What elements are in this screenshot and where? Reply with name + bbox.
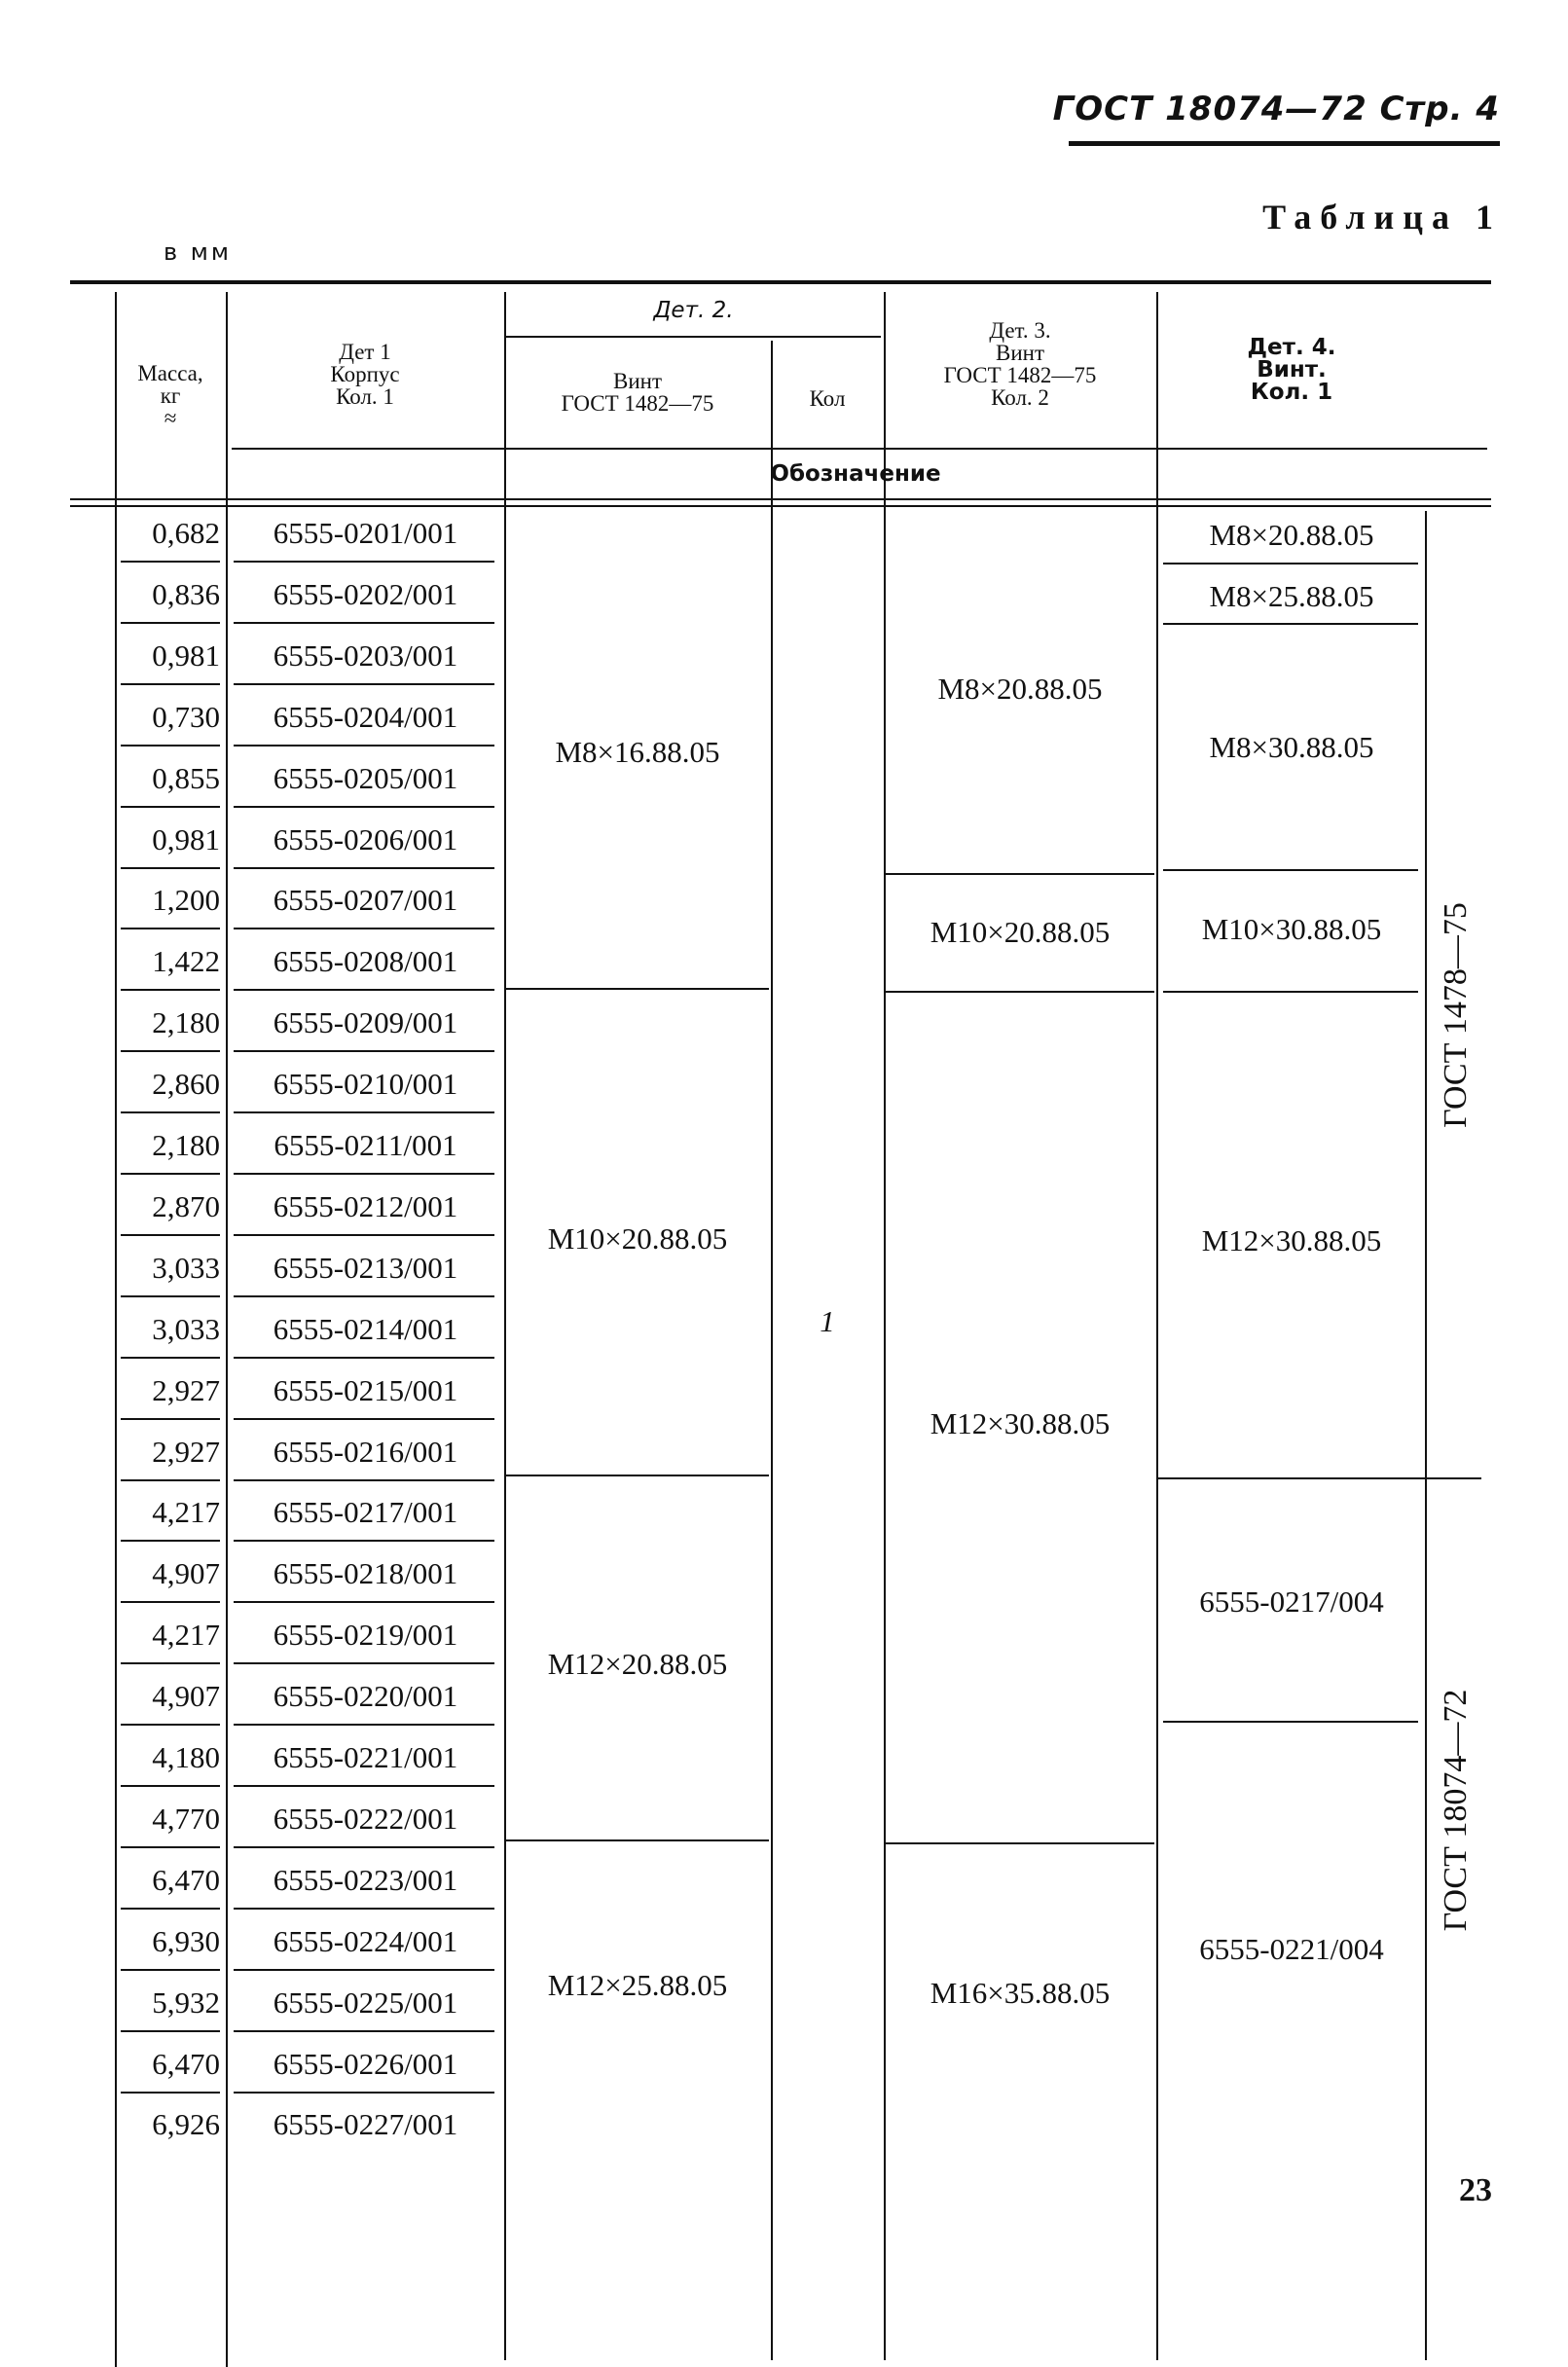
designation-cell: 6555-0202/001 bbox=[273, 577, 458, 611]
header-mass-line1: Масса, bbox=[137, 361, 203, 385]
det4-group-rule bbox=[1163, 1721, 1418, 1723]
det3-screw-value: M10×20.88.05 bbox=[930, 915, 1111, 949]
mass-row-rule bbox=[121, 1111, 220, 1113]
det4-value: 6555-0221/004 bbox=[1199, 1932, 1384, 1966]
designation-cell: 6555-0220/001 bbox=[273, 1679, 458, 1713]
code-row-rule bbox=[234, 1540, 494, 1542]
mass-row-rule bbox=[121, 1785, 220, 1787]
mass-row-rule bbox=[121, 1601, 220, 1603]
header-det4-line1: Дет. 4. bbox=[1247, 335, 1336, 360]
header-det2-qty: Кол bbox=[809, 386, 846, 411]
det2-screw-value: M12×25.88.05 bbox=[547, 1968, 728, 2002]
designation-cell: 6555-0201/001 bbox=[273, 516, 458, 550]
code-row-rule bbox=[234, 1479, 494, 1481]
code-row-rule bbox=[234, 2030, 494, 2032]
designation-cell: 6555-0215/001 bbox=[273, 1373, 458, 1407]
designation-cell: 6555-0216/001 bbox=[273, 1435, 458, 1469]
header-det2-screw-line2: ГОСТ 1482—75 bbox=[561, 391, 714, 416]
code-row-rule bbox=[234, 1969, 494, 1971]
table-top-rule bbox=[70, 280, 1491, 284]
mass-row-rule bbox=[121, 928, 220, 929]
det4-group-rule bbox=[1158, 1477, 1481, 1479]
mass-cell: 0,682 bbox=[152, 516, 220, 550]
header-designation: Обозначение bbox=[770, 461, 941, 487]
mass-cell: 6,926 bbox=[152, 2107, 220, 2141]
mass-cell: 6,470 bbox=[152, 1863, 220, 1897]
det2-group-rule bbox=[506, 1475, 769, 1476]
designation-cell: 6555-0225/001 bbox=[273, 1985, 458, 2020]
mass-row-rule bbox=[121, 745, 220, 747]
units-label: в мм bbox=[164, 238, 232, 266]
mass-cell: 2,180 bbox=[152, 1005, 220, 1039]
header-det3-line2: Винт bbox=[995, 341, 1044, 365]
mass-row-rule bbox=[121, 1969, 220, 1971]
designation-cell: 6555-0222/001 bbox=[273, 1802, 458, 1836]
det3-screw-value: M16×35.88.05 bbox=[930, 1976, 1111, 2010]
mass-row-rule bbox=[121, 1540, 220, 1542]
code-row-rule bbox=[234, 928, 494, 929]
header-det1-line1: Дет 1 bbox=[339, 340, 391, 364]
det4-group-rule bbox=[1163, 623, 1418, 625]
designation-cell: 6555-0207/001 bbox=[273, 883, 458, 917]
designation-top-rule bbox=[232, 448, 1487, 450]
mass-row-rule bbox=[121, 1662, 220, 1664]
code-row-rule bbox=[234, 806, 494, 808]
code-row-rule bbox=[234, 1050, 494, 1052]
designation-cell: 6555-0212/001 bbox=[273, 1189, 458, 1223]
mass-cell: 3,033 bbox=[152, 1251, 220, 1285]
mass-cell: 0,981 bbox=[152, 822, 220, 856]
header-det4-line2: Винт. bbox=[1257, 357, 1327, 382]
mass-row-rule bbox=[121, 1173, 220, 1175]
det2-screw-value: M12×20.88.05 bbox=[547, 1647, 728, 1681]
mass-cell: 4,217 bbox=[152, 1618, 220, 1652]
designation-cell: 6555-0205/001 bbox=[273, 761, 458, 795]
designation-cell: 6555-0203/001 bbox=[273, 638, 458, 673]
page-number: 23 bbox=[1459, 2172, 1492, 2208]
header-det2-title: Дет. 2. bbox=[653, 298, 734, 323]
header-det1-line3: Кол. 1 bbox=[336, 384, 394, 409]
mass-cell: 4,217 bbox=[152, 1495, 220, 1529]
header-mass-line3: ≈ bbox=[164, 406, 177, 430]
designation-cell: 6555-0223/001 bbox=[273, 1863, 458, 1897]
designation-cell: 6555-0219/001 bbox=[273, 1618, 458, 1652]
header-det2-screw-line1: Винт bbox=[612, 369, 662, 393]
page-header bbox=[1053, 90, 1500, 128]
det3-group-rule bbox=[886, 873, 1154, 875]
header-page: Стр. 4 bbox=[1379, 90, 1500, 128]
mass-row-rule bbox=[121, 2030, 220, 2032]
mass-cell: 6,930 bbox=[152, 1924, 220, 1958]
mass-row-rule bbox=[121, 1846, 220, 1848]
mass-row-rule bbox=[121, 622, 220, 624]
det2-screw-value: M8×16.88.05 bbox=[555, 735, 720, 769]
det4-group-rule bbox=[1163, 563, 1418, 564]
header-det3-line4: Кол. 2 bbox=[991, 385, 1049, 410]
col-divider-det2-qty bbox=[771, 341, 773, 2360]
side-label-gost-1478: ГОСТ 1478—75 bbox=[1438, 902, 1474, 1128]
code-row-rule bbox=[234, 1785, 494, 1787]
mass-cell: 2,870 bbox=[152, 1189, 220, 1223]
header-mass bbox=[117, 362, 224, 429]
mass-cell: 4,770 bbox=[152, 1802, 220, 1836]
code-row-rule bbox=[234, 1295, 494, 1297]
det3-group-rule bbox=[886, 991, 1154, 993]
designation-cell: 6555-0224/001 bbox=[273, 1924, 458, 1958]
designation-cell: 6555-0226/001 bbox=[273, 2047, 458, 2081]
det2-header-rule bbox=[506, 336, 881, 338]
designation-cell: 6555-0208/001 bbox=[273, 944, 458, 978]
mass-cell: 3,033 bbox=[152, 1312, 220, 1346]
code-row-rule bbox=[234, 989, 494, 991]
mass-cell: 0,855 bbox=[152, 761, 220, 795]
body-top-rule-2 bbox=[70, 505, 1491, 507]
designation-cell: 6555-0209/001 bbox=[273, 1005, 458, 1039]
det2-qty-value: 1 bbox=[820, 1304, 835, 1338]
code-row-rule bbox=[234, 1662, 494, 1664]
header-det4 bbox=[1158, 337, 1425, 404]
designation-cell: 6555-0204/001 bbox=[273, 700, 458, 734]
mass-row-rule bbox=[121, 867, 220, 869]
mass-cell: 1,200 bbox=[152, 883, 220, 917]
designation-cell: 6555-0213/001 bbox=[273, 1251, 458, 1285]
mass-cell: 4,180 bbox=[152, 1740, 220, 1774]
header-det3-line3: ГОСТ 1482—75 bbox=[943, 363, 1097, 387]
header-det1 bbox=[228, 341, 502, 408]
det3-screw-value: M8×20.88.05 bbox=[937, 672, 1103, 706]
mass-cell: 4,907 bbox=[152, 1679, 220, 1713]
header-det4-line3: Кол. 1 bbox=[1250, 380, 1333, 405]
code-row-rule bbox=[234, 1418, 494, 1420]
col-divider-det1 bbox=[504, 292, 506, 2360]
mass-row-rule bbox=[121, 1479, 220, 1481]
code-row-rule bbox=[234, 1908, 494, 1910]
mass-cell: 0,730 bbox=[152, 700, 220, 734]
mass-cell: 0,981 bbox=[152, 638, 220, 673]
mass-cell: 4,907 bbox=[152, 1556, 220, 1590]
mass-row-rule bbox=[121, 989, 220, 991]
det4-value: 6555-0217/004 bbox=[1199, 1584, 1384, 1619]
code-row-rule bbox=[234, 1234, 494, 1236]
header-det1-line2: Корпус bbox=[330, 362, 400, 386]
code-row-rule bbox=[234, 683, 494, 685]
designation-cell: 6555-0211/001 bbox=[273, 1128, 457, 1162]
mass-row-rule bbox=[121, 683, 220, 685]
det3-group-rule bbox=[886, 1842, 1154, 1844]
mass-cell: 1,422 bbox=[152, 944, 220, 978]
header-rule bbox=[1069, 141, 1500, 146]
designation-cell: 6555-0210/001 bbox=[273, 1067, 458, 1101]
mass-cell: 2,927 bbox=[152, 1373, 220, 1407]
code-row-rule bbox=[234, 1846, 494, 1848]
code-row-rule bbox=[234, 867, 494, 869]
det2-group-rule bbox=[506, 988, 769, 990]
mass-cell: 2,927 bbox=[152, 1435, 220, 1469]
side-label-gost-18074: ГОСТ 18074—72 bbox=[1438, 1689, 1474, 1932]
mass-cell: 6,470 bbox=[152, 2047, 220, 2081]
mass-row-rule bbox=[121, 561, 220, 563]
designation-cell: 6555-0206/001 bbox=[273, 822, 458, 856]
header-det3 bbox=[886, 319, 1154, 409]
code-row-rule bbox=[234, 1111, 494, 1113]
mass-row-rule bbox=[121, 2092, 220, 2094]
mass-row-rule bbox=[121, 1234, 220, 1236]
code-row-rule bbox=[234, 1601, 494, 1603]
code-row-rule bbox=[234, 2092, 494, 2094]
designation-cell: 6555-0214/001 bbox=[273, 1312, 458, 1346]
mass-row-rule bbox=[121, 1418, 220, 1420]
det4-value: M8×30.88.05 bbox=[1209, 730, 1374, 764]
col-divider-side bbox=[1425, 511, 1427, 2360]
col-divider-det3 bbox=[884, 292, 886, 2360]
det3-screw-value: M12×30.88.05 bbox=[930, 1406, 1111, 1440]
det2-screw-value: M10×20.88.05 bbox=[547, 1221, 728, 1256]
header-mass-line2: кг bbox=[160, 383, 181, 408]
col-divider-mass bbox=[226, 292, 228, 2367]
det2-group-rule bbox=[506, 1839, 769, 1841]
body-top-rule bbox=[70, 498, 1491, 500]
header-det3-line1: Дет. 3. bbox=[989, 318, 1051, 343]
mass-row-rule bbox=[121, 806, 220, 808]
mass-cell: 0,836 bbox=[152, 577, 220, 611]
code-row-rule bbox=[234, 622, 494, 624]
det4-group-rule bbox=[1163, 869, 1418, 871]
mass-row-rule bbox=[121, 1295, 220, 1297]
det4-value: M12×30.88.05 bbox=[1201, 1223, 1382, 1257]
code-row-rule bbox=[234, 1357, 494, 1359]
det4-value: M10×30.88.05 bbox=[1201, 912, 1382, 946]
header-standard: ГОСТ 18074—72 bbox=[1052, 90, 1367, 128]
header-det2-screw bbox=[506, 370, 769, 415]
mass-cell: 5,932 bbox=[152, 1985, 220, 2020]
code-row-rule bbox=[234, 1724, 494, 1726]
det4-value: M8×20.88.05 bbox=[1209, 518, 1374, 552]
designation-cell: 6555-0221/001 bbox=[273, 1740, 458, 1774]
designation-cell: 6555-0217/001 bbox=[273, 1495, 458, 1529]
mass-cell: 2,180 bbox=[152, 1128, 220, 1162]
mass-row-rule bbox=[121, 1050, 220, 1052]
mass-row-rule bbox=[121, 1908, 220, 1910]
table-title: Таблица 1 bbox=[1262, 198, 1502, 237]
code-row-rule bbox=[234, 561, 494, 563]
code-row-rule bbox=[234, 745, 494, 747]
det4-value: M8×25.88.05 bbox=[1209, 579, 1374, 613]
designation-cell: 6555-0218/001 bbox=[273, 1556, 458, 1590]
mass-row-rule bbox=[121, 1724, 220, 1726]
designation-cell: 6555-0227/001 bbox=[273, 2107, 458, 2141]
det4-group-rule bbox=[1163, 991, 1418, 993]
code-row-rule bbox=[234, 1173, 494, 1175]
mass-cell: 2,860 bbox=[152, 1067, 220, 1101]
mass-row-rule bbox=[121, 1357, 220, 1359]
